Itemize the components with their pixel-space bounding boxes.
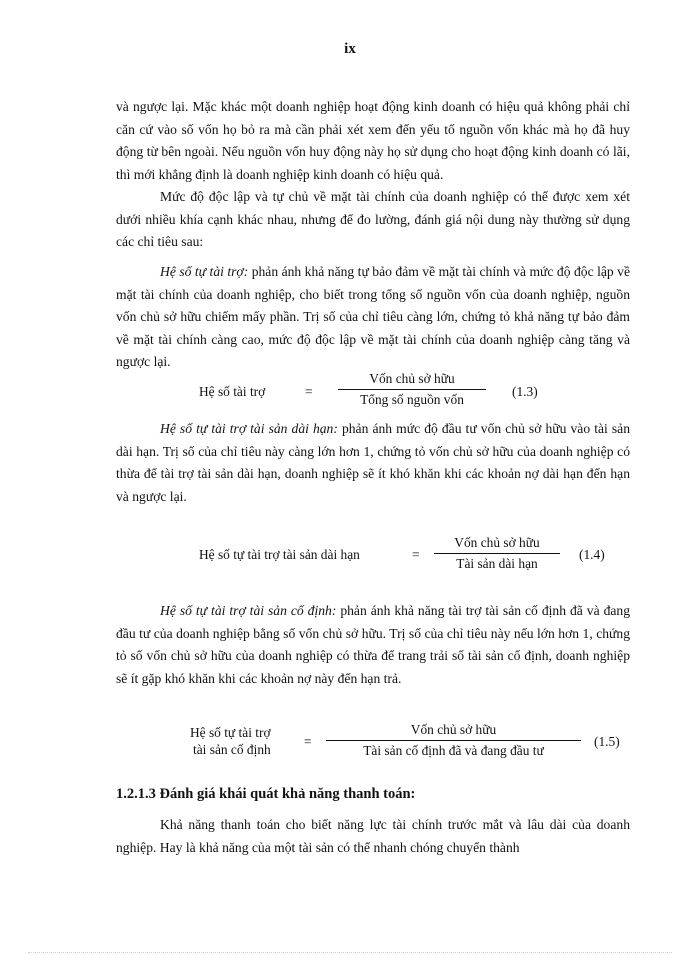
paragraph-intro: và ngược lại. Mặc khác một doanh nghiệp hoạt động kinh doanh có hiệu quả không phải chỉ căn cứ vào số vốn họ bỏ ra mà cần phải xét xem đến yếu tố nguồn vốn khác mà họ đã huy động từ bên ngoài. Nếu nguồn vốn huy động này họ sử dụng cho hoạt động kinh doanh có lãi, thì mới khẳng định là doanh nghiệp kinh doanh có hiệu quả. — [116, 99, 630, 182]
formula-1-5-number: (1.5) — [594, 734, 620, 749]
term-fixed-asset-ratio: Hệ số tự tài trợ tài sản cố định: — [160, 603, 337, 618]
definition-fixed-asset-ratio: phản ánh khả năng tài trợ tài sản cố định đã và đang đầu tư của doanh nghiệp bằng số vốn chủ sở hữu. Trị số của chỉ tiêu này nếu lớn hơn 1, chứng tỏ số vốn chủ sở hữu của doanh nghiệp có thừa để trang trải số tài sản cố định, doanh nghiệp sẽ ít gặp khó khăn khi các khoản nợ này đến hạn trả. — [116, 603, 630, 686]
formula-1-4-numerator: Vốn chủ sở hữu — [454, 535, 540, 550]
formula-1-4-fraction — [434, 534, 560, 573]
formula-1-3-numerator: Vốn chủ sở hữu — [369, 371, 455, 386]
term-long-term-ratio: Hệ số tự tài trợ tài sản dài hạn: — [160, 421, 338, 436]
definition-long-term-ratio: phản ánh mức độ đầu tư vốn chủ sở hữu vào tài sản dài hạn. Trị số của chỉ tiêu này càng lớn hơn 1, chứng tỏ vốn chủ sở hữu của doanh nghiệp có thừa để tài trợ tài sản dài hạn, doanh nghiệp sẽ ít khó khăn khi các khoản nợ dài hạn đến hạn và ngược lại. — [116, 421, 630, 504]
term-self-financing-ratio: Hệ số tự tài trợ: — [160, 264, 249, 279]
formula-1-5-numerator: Vốn chủ sở hữu — [410, 722, 497, 737]
formula-1-4 — [0, 534, 700, 578]
paragraph-autonomy: Mức độ độc lập và tự chủ về mặt tài chính của doanh nghiệp có thể được xem xét dưới nhiều khía cạnh khác nhau, nhưng để đo lường, đánh giá nội dung này thường sử dụng các chỉ tiêu sau: — [116, 189, 630, 249]
paragraph-self-financing-ratio — [116, 261, 630, 374]
formula-1-5-fraction — [326, 721, 581, 760]
paragraph-solvency: Khả năng thanh toán cho biết năng lực tài chính trước mắt và lâu dài của doanh nghiệp. Hay là khả năng của một tài sản có thể nhanh chóng chuyển thành — [116, 817, 630, 855]
formula-1-3-fraction — [338, 370, 486, 409]
formula-1-4-denominator: Tài sản dài hạn — [456, 556, 538, 571]
page-number: ix — [344, 41, 356, 57]
formula-1-5-equals: = — [304, 734, 312, 749]
formula-1-3-denominator: Tổng số nguồn vốn — [360, 392, 464, 407]
formula-1-3-equals: = — [305, 384, 313, 399]
formula-1-4-label: Hệ số tự tài trợ tài sản dài hạn — [199, 547, 360, 562]
formula-1-5-label-line2: tài sản cố định — [193, 742, 271, 757]
section-heading: 1.2.1.3 Đánh giá khái quát khả năng thanh toán: — [116, 786, 416, 802]
paragraph-fixed-asset-ratio — [116, 600, 630, 690]
formula-1-3-label: Hệ số tài trợ — [199, 384, 266, 399]
formula-1-3 — [0, 370, 700, 414]
formula-1-5 — [0, 720, 700, 766]
formula-1-5-denominator: Tài sản cố định đã và đang đầu tư — [363, 743, 544, 758]
paragraph-long-term-ratio — [116, 418, 630, 508]
formula-1-3-number: (1.3) — [512, 384, 538, 399]
page-border-bottom — [28, 952, 672, 953]
formula-1-4-number: (1.4) — [579, 547, 605, 562]
formula-1-5-label-line1: Hệ số tự tài trợ — [190, 725, 271, 740]
definition-self-financing-ratio: phản ánh khả năng tự bảo đảm về mặt tài chính và mức độ độc lập về mặt tài chính của doanh nghiệp, cho biết trong tổng số nguồn vốn của doanh nghiệp, nguồn vốn chủ sở hữu chiếm mấy phần. Trị số của chỉ tiêu càng lớn, chứng tỏ khả năng tự bảo đảm về mặt tài chính càng cao, mức độ độc lập về mặt tài chính của doanh nghiệp càng tăng và ngược lại. — [116, 264, 630, 369]
formula-1-4-equals: = — [412, 547, 420, 562]
